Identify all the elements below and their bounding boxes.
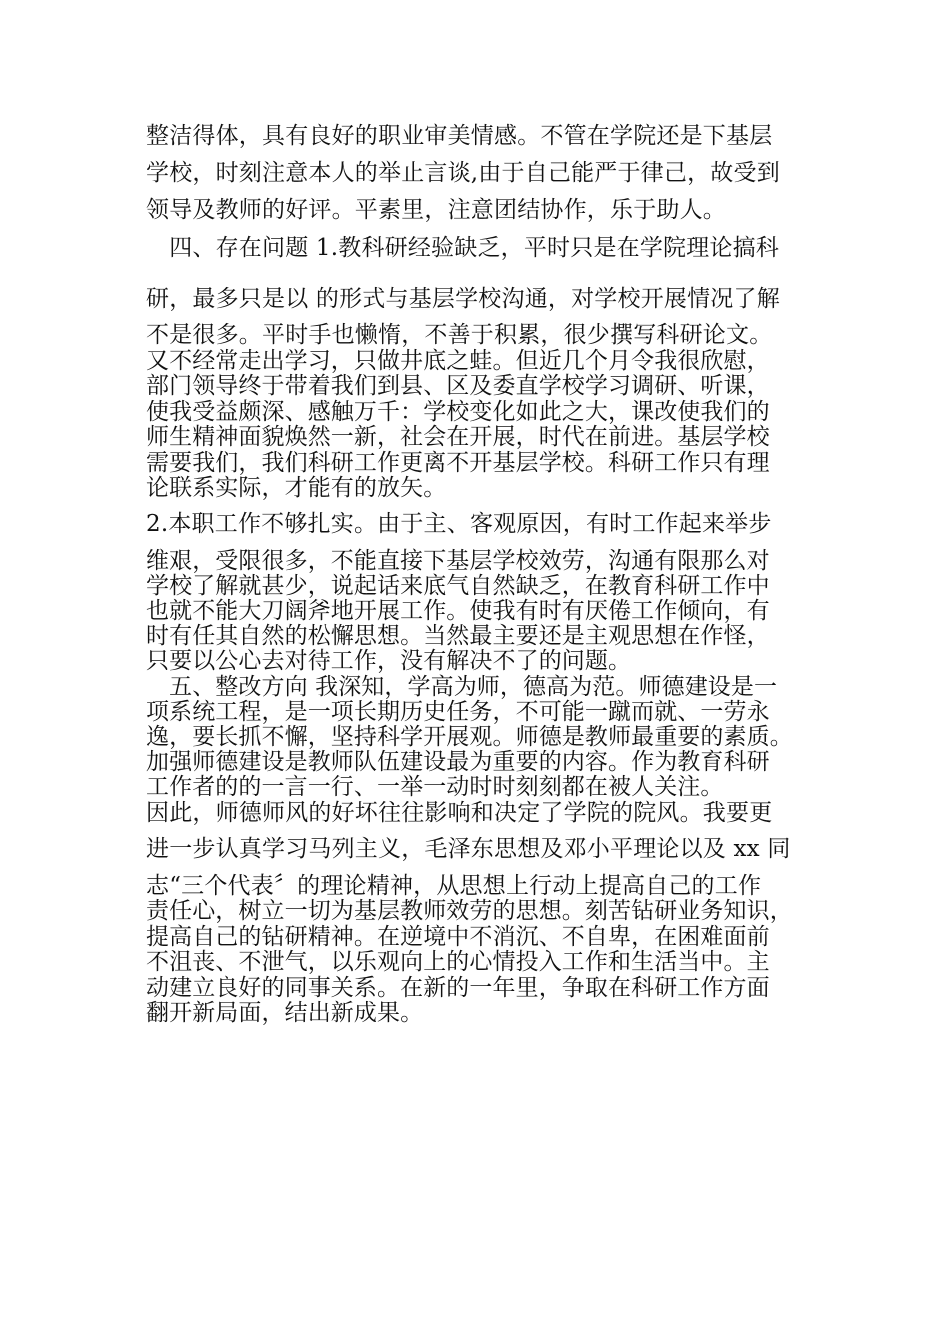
text-line: 志“三个代表〞的理论精神，从思想上行动上提高自己的工作 bbox=[146, 873, 762, 899]
text-line: 不是很多。平时手也懒惰，不善于积累，很少撰写科研论文。 bbox=[146, 322, 773, 348]
text-line: 使我受益颇深、感触万千：学校变化如此之大，课改使我们的 bbox=[146, 399, 770, 425]
text-line: 提高自己的钻研精神。在逆境中不消沉、不自卑，在困难面前 bbox=[146, 924, 770, 950]
text-line: 工作者的的一言一行、一举一动时时刻刻都在被人关注。 bbox=[146, 774, 724, 800]
text-line: 整洁得体，具有良好的职业审美情感。不管在学院还是下基层 bbox=[146, 123, 773, 149]
text-line: 也就不能大刀阔斧地开展工作。使我有时有厌倦工作倾向，有 bbox=[146, 598, 770, 624]
text-line: 又不经常走出学习，只做井底之蛙。但近几个月令我很欣慰， bbox=[146, 348, 770, 374]
text-line: 因此，师德师风的好坏往往影响和决定了学院的院风。我要更 bbox=[146, 800, 773, 826]
text-line: 责任心，树立一切为基层教师效劳的思想。刻苦钻研业务知识， bbox=[146, 898, 793, 924]
text-line: 需要我们，我们科研工作更离不开基层学校。科研工作只有理 bbox=[146, 450, 770, 476]
text-line: 四、存在问题 1.教科研经验缺乏，平时只是在学院理论搞科 bbox=[146, 235, 780, 261]
text-line: 动建立良好的同事关系。在新的一年里，争取在科研工作方面 bbox=[146, 975, 770, 1001]
text-line: 部门领导终于带着我们到县、区及委直学校学习调研、听课， bbox=[146, 373, 770, 399]
text-line: 学校，时刻注意本人的举止言谈,由于自己能严于律己，故受到 bbox=[146, 160, 780, 186]
text-line: 研，最多只是以 的形式与基层学校沟通，对学校开展情况了解 bbox=[146, 286, 780, 312]
text-line: 学校了解就甚少，说起话来底气自然缺乏，在教育科研工作中 bbox=[146, 573, 770, 599]
text-line: 只要以公心去对待工作，没有解决不了的问题。 bbox=[146, 648, 632, 674]
text-line: 五、整改方向 我深知，学高为师，德高为范。师德建设是一 bbox=[146, 674, 778, 700]
text-line: 进一步认真学习马列主义，毛泽东思想及邓小平理论以及 xx 同 bbox=[146, 836, 791, 862]
text-line: 项系统工程，是一项长期历史任务，不可能一蹴而就、一劳永 bbox=[146, 699, 770, 725]
text-line: 维艰，受限很多，不能直接下基层学校效劳，沟通有限那么对 bbox=[146, 548, 770, 574]
text-line: 师生精神面貌焕然一新，社会在开展，时代在前进。基层学校 bbox=[146, 424, 770, 450]
text-line: 领导及教师的好评。平素里，注意团结协作，乐于助人。 bbox=[146, 197, 726, 223]
text-line: 加强师德建设是教师队伍建设最为重要的内容。作为教育科研 bbox=[146, 749, 770, 775]
text-line: 2.本职工作不够扎实。由于主、客观原因，有时工作起来举步 bbox=[146, 511, 772, 537]
text-line: 不沮丧、不泄气，以乐观向上的心情投入工作和生活当中。主 bbox=[146, 949, 770, 975]
text-line: 逸，要长抓不懈，坚持科学开展观。师德是教师最重要的素质。 bbox=[146, 724, 793, 750]
text-line: 时有任其自然的松懈思想。当然最主要还是主观思想在作怪， bbox=[146, 623, 770, 649]
text-line: 论联系实际，才能有的放矢。 bbox=[146, 475, 447, 501]
text-line: 翻开新局面，结出新成果。 bbox=[146, 1000, 424, 1026]
